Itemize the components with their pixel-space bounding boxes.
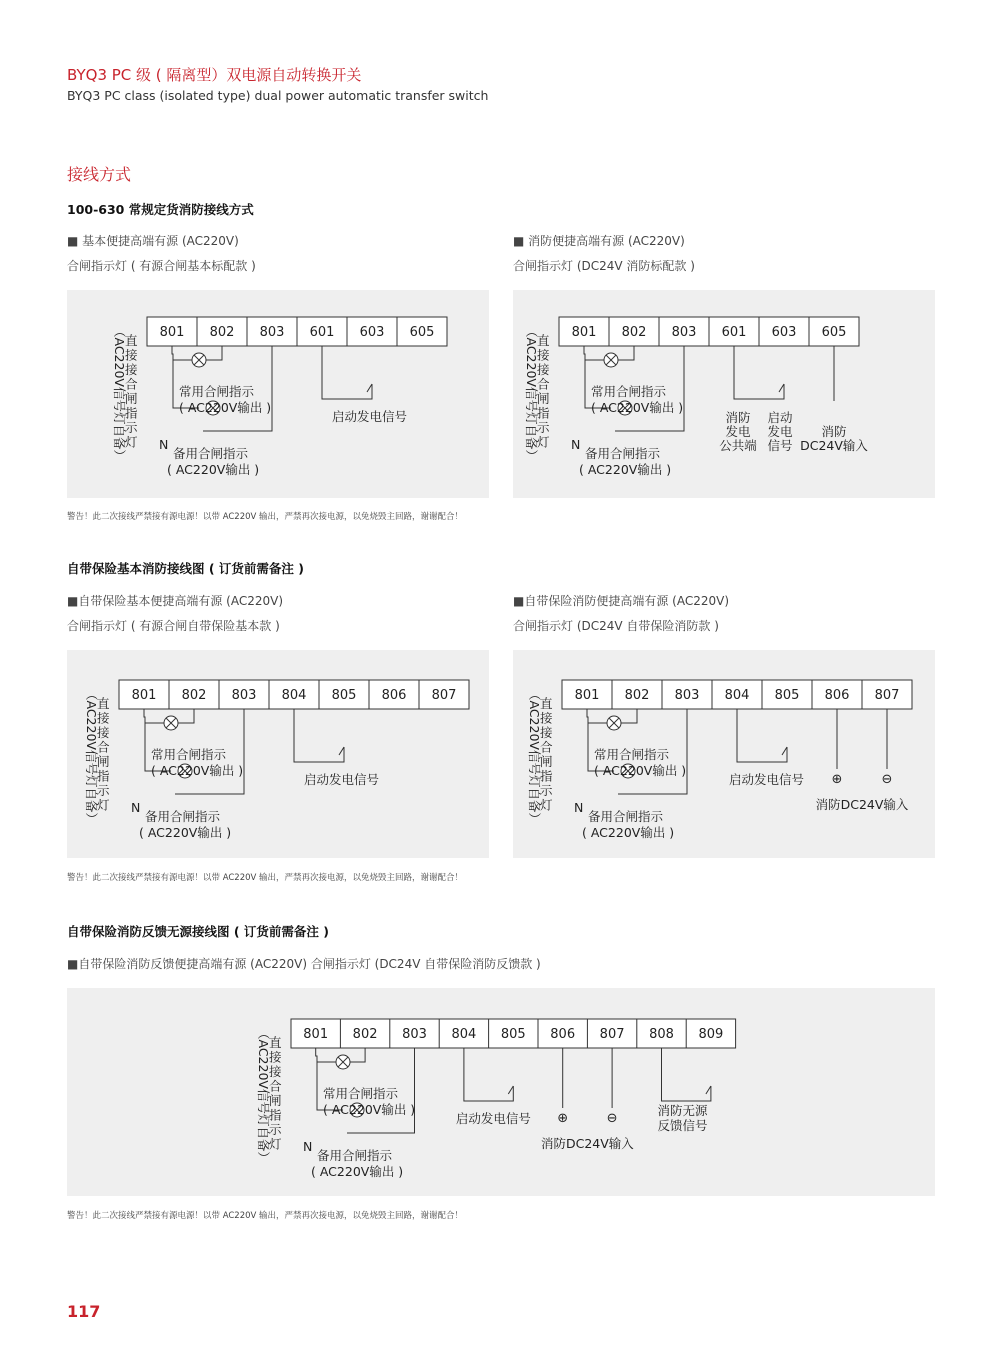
terminal-label: 808 bbox=[649, 1027, 674, 1042]
normal-indicator-label: 常用合闸指示 bbox=[323, 1086, 399, 1101]
diagram-panel-2b bbox=[513, 650, 935, 858]
group1-right-line1: ■ 消防便捷高端有源 (AC220V) bbox=[513, 234, 685, 248]
backup-indicator-sub: ( AC220V输出 ) bbox=[167, 462, 260, 477]
terminal-label: 802 bbox=[181, 688, 207, 703]
fire-start-label: 发电 bbox=[767, 424, 793, 439]
indicator-lamp-icon bbox=[604, 353, 618, 367]
neutral-label: N bbox=[574, 800, 584, 815]
warning-1: 警告！此二次接线严禁接有源电源！以带 AC220V 输出，严禁再次接电源，以免烧毁主回路，谢谢配合！ bbox=[67, 512, 464, 522]
relay-contact-blade bbox=[367, 384, 372, 392]
relay-contact-blade bbox=[779, 384, 784, 392]
terminal-label: 807 bbox=[874, 688, 900, 703]
neutral-label: N bbox=[159, 437, 169, 452]
page-title-en: BYQ3 PC class (isolated type) dual power automatic transfer switch bbox=[67, 88, 489, 103]
normal-indicator-sub: ( AC220V输出 ) bbox=[591, 400, 684, 415]
side-label: （AC220V信号灯自备） bbox=[112, 325, 127, 462]
relay-contact-blade bbox=[508, 1086, 513, 1094]
feedback-label: 反馈信号 bbox=[657, 1118, 708, 1133]
relay-contact bbox=[294, 709, 344, 762]
terminal-label: 803 bbox=[674, 688, 700, 703]
terminal-label: 802 bbox=[621, 325, 647, 340]
plus-terminal-icon: ⊕ bbox=[831, 772, 843, 787]
normal-indicator-label: 常用合闸指示 bbox=[179, 384, 255, 399]
backup-indicator-sub: ( AC220V输出 ) bbox=[139, 825, 232, 840]
terminal-label: 804 bbox=[724, 688, 750, 703]
normal-indicator-label: 常用合闸指示 bbox=[594, 747, 670, 762]
direct-lamp-label: 直接接合闸指示灯 bbox=[540, 696, 553, 813]
group1-left-line1: ■ 基本便捷高端有源 (AC220V) bbox=[67, 234, 239, 248]
group2-left-line2: 合闸指示灯 ( 有源合闸自带保险基本款 ) bbox=[67, 619, 280, 633]
direct-lamp-label: 直接接合闸指示灯 bbox=[125, 333, 138, 450]
terminal-label: 802 bbox=[624, 688, 650, 703]
backup-indicator-sub: ( AC220V输出 ) bbox=[582, 825, 675, 840]
backup-indicator-sub: ( AC220V输出 ) bbox=[579, 462, 672, 477]
terminal-label: 803 bbox=[402, 1027, 427, 1042]
backup-indicator-label: 备用合闸指示 bbox=[145, 809, 221, 824]
terminal-label: 802 bbox=[352, 1027, 378, 1042]
plus-terminal-icon: ⊕ bbox=[557, 1111, 569, 1126]
start-generator-label: 启动发电信号 bbox=[332, 409, 408, 424]
feedback-label: 消防无源 bbox=[657, 1103, 708, 1118]
group2-left-line1: ■自带保险基本便捷高端有源 (AC220V) bbox=[67, 594, 284, 608]
fire-input-label: 消防 bbox=[821, 424, 847, 439]
terminal-label: 603 bbox=[771, 325, 797, 340]
page-number: 117 bbox=[67, 1302, 101, 1321]
terminal-label: 601 bbox=[309, 325, 335, 340]
relay-contact bbox=[737, 709, 787, 762]
group2-right-line2: 合闸指示灯 (DC24V 自带保险消防款 ) bbox=[513, 619, 719, 633]
relay-contact bbox=[322, 346, 372, 399]
indicator-lamp-icon bbox=[192, 353, 206, 367]
start-generator-label: 启动发电信号 bbox=[729, 772, 805, 787]
indicator-lamp-icon bbox=[607, 716, 621, 730]
relay-contact bbox=[734, 346, 784, 399]
warning-3: 警告！此二次接线严禁接有源电源！以带 AC220V 输出，严禁再次接电源，以免烧毁主回路，谢谢配合！ bbox=[67, 1211, 464, 1221]
relay-contact-blade bbox=[782, 747, 787, 755]
group1-right-line2: 合闸指示灯 (DC24V 消防标配款 ) bbox=[513, 259, 695, 273]
section-title: 接线方式 bbox=[67, 165, 132, 184]
terminal-label: 804 bbox=[281, 688, 307, 703]
fire-common-label: 消防 bbox=[725, 410, 751, 425]
diagram-panel-1b bbox=[513, 290, 935, 498]
terminal-label: 805 bbox=[331, 688, 357, 703]
direct-lamp-label: 直接接合闸指示灯 bbox=[97, 696, 110, 813]
terminal-label: 605 bbox=[821, 325, 847, 340]
terminal-label: 803 bbox=[231, 688, 257, 703]
terminal-label: 801 bbox=[574, 688, 600, 703]
normal-indicator-sub: ( AC220V输出 ) bbox=[594, 763, 687, 778]
terminal-label: 605 bbox=[409, 325, 435, 340]
diagram-panel-2a bbox=[67, 650, 489, 858]
warning-2: 警告！此二次接线严禁接有源电源！以带 AC220V 输出，严禁再次接电源，以免烧毁主回路，谢谢配合！ bbox=[67, 873, 464, 883]
diagram-panel-3 bbox=[67, 988, 935, 1196]
relay-contact bbox=[464, 1048, 513, 1101]
backup-indicator-label: 备用合闸指示 bbox=[173, 446, 249, 461]
group3-line1: ■自带保险消防反馈便捷高端有源 (AC220V) 合闸指示灯 (DC24V 自带保险消防反馈款 ) bbox=[67, 957, 541, 971]
neutral-label: N bbox=[131, 800, 141, 815]
minus-terminal-icon: ⊖ bbox=[606, 1111, 618, 1126]
fire-start-label: 启动 bbox=[767, 410, 793, 425]
indicator-lamp-icon bbox=[164, 716, 178, 730]
terminal-label: 807 bbox=[431, 688, 457, 703]
fire-common-label: 公共端 bbox=[719, 438, 757, 453]
terminal-label: 603 bbox=[359, 325, 385, 340]
terminal-label: 805 bbox=[500, 1027, 526, 1042]
normal-indicator-label: 常用合闸指示 bbox=[151, 747, 227, 762]
terminal-label: 807 bbox=[599, 1027, 625, 1042]
terminal-label: 806 bbox=[550, 1027, 576, 1042]
minus-terminal-icon: ⊖ bbox=[881, 772, 893, 787]
start-generator-label: 启动发电信号 bbox=[455, 1111, 531, 1126]
fire-common-label: 发电 bbox=[725, 424, 751, 439]
terminal-label: 806 bbox=[381, 688, 407, 703]
group1-heading: 100-630 常规定货消防接线方式 bbox=[67, 202, 254, 217]
backup-indicator-sub: ( AC220V输出 ) bbox=[311, 1164, 404, 1179]
page-title-cn: BYQ3 PC 级 ( 隔离型）双电源自动转换开关 bbox=[67, 66, 362, 84]
group2-heading: 自带保险基本消防接线图 ( 订货前需备注 ) bbox=[67, 561, 304, 576]
group2-right-line1: ■自带保险消防便捷高端有源 (AC220V) bbox=[513, 594, 730, 608]
terminal-label: 601 bbox=[721, 325, 747, 340]
side-label: （AC220V信号灯自备） bbox=[256, 1027, 271, 1164]
group1-left-line2: 合闸指示灯 ( 有源合闸基本标配款 ) bbox=[67, 259, 256, 273]
relay-contact bbox=[662, 1048, 711, 1101]
backup-indicator-label: 备用合闸指示 bbox=[588, 809, 664, 824]
neutral-label: N bbox=[303, 1139, 313, 1154]
terminal-label: 801 bbox=[159, 325, 185, 340]
side-label: （AC220V信号灯自备） bbox=[524, 325, 539, 462]
terminal-label: 803 bbox=[259, 325, 285, 340]
terminal-label: 803 bbox=[671, 325, 697, 340]
normal-indicator-sub: ( AC220V输出 ) bbox=[323, 1102, 416, 1117]
side-label: （AC220V信号灯自备） bbox=[84, 688, 99, 825]
normal-indicator-label: 常用合闸指示 bbox=[591, 384, 667, 399]
indicator-lamp-icon bbox=[336, 1055, 350, 1069]
start-generator-label: 启动发电信号 bbox=[304, 772, 380, 787]
terminal-label: 805 bbox=[774, 688, 800, 703]
terminal-label: 801 bbox=[131, 688, 157, 703]
direct-lamp-label: 直接接合闸指示灯 bbox=[537, 333, 550, 450]
group3-heading: 自带保险消防反馈无源接线图 ( 订货前需备注 ) bbox=[67, 924, 329, 939]
relay-contact-blade bbox=[706, 1086, 711, 1094]
terminal-label: 801 bbox=[303, 1027, 329, 1042]
side-label: （AC220V信号灯自备） bbox=[527, 688, 542, 825]
backup-indicator-label: 备用合闸指示 bbox=[317, 1148, 393, 1163]
terminal-label: 806 bbox=[824, 688, 850, 703]
normal-indicator-sub: ( AC220V输出 ) bbox=[151, 763, 244, 778]
fire-input-label: 消防DC24V输入 bbox=[540, 1136, 634, 1151]
neutral-label: N bbox=[571, 437, 581, 452]
direct-lamp-label: 直接接合闸指示灯 bbox=[269, 1035, 282, 1152]
fire-input-label: DC24V输入 bbox=[800, 438, 868, 453]
fire-input-label: 消防DC24V输入 bbox=[815, 797, 909, 812]
terminal-label: 801 bbox=[571, 325, 597, 340]
terminal-label: 802 bbox=[209, 325, 235, 340]
fire-start-label: 信号 bbox=[767, 438, 793, 453]
diagram-panel-1a bbox=[67, 290, 489, 498]
normal-indicator-sub: ( AC220V输出 ) bbox=[179, 400, 272, 415]
terminal-label: 804 bbox=[451, 1027, 477, 1042]
backup-indicator-label: 备用合闸指示 bbox=[585, 446, 661, 461]
relay-contact-blade bbox=[339, 747, 344, 755]
terminal-label: 809 bbox=[698, 1027, 724, 1042]
